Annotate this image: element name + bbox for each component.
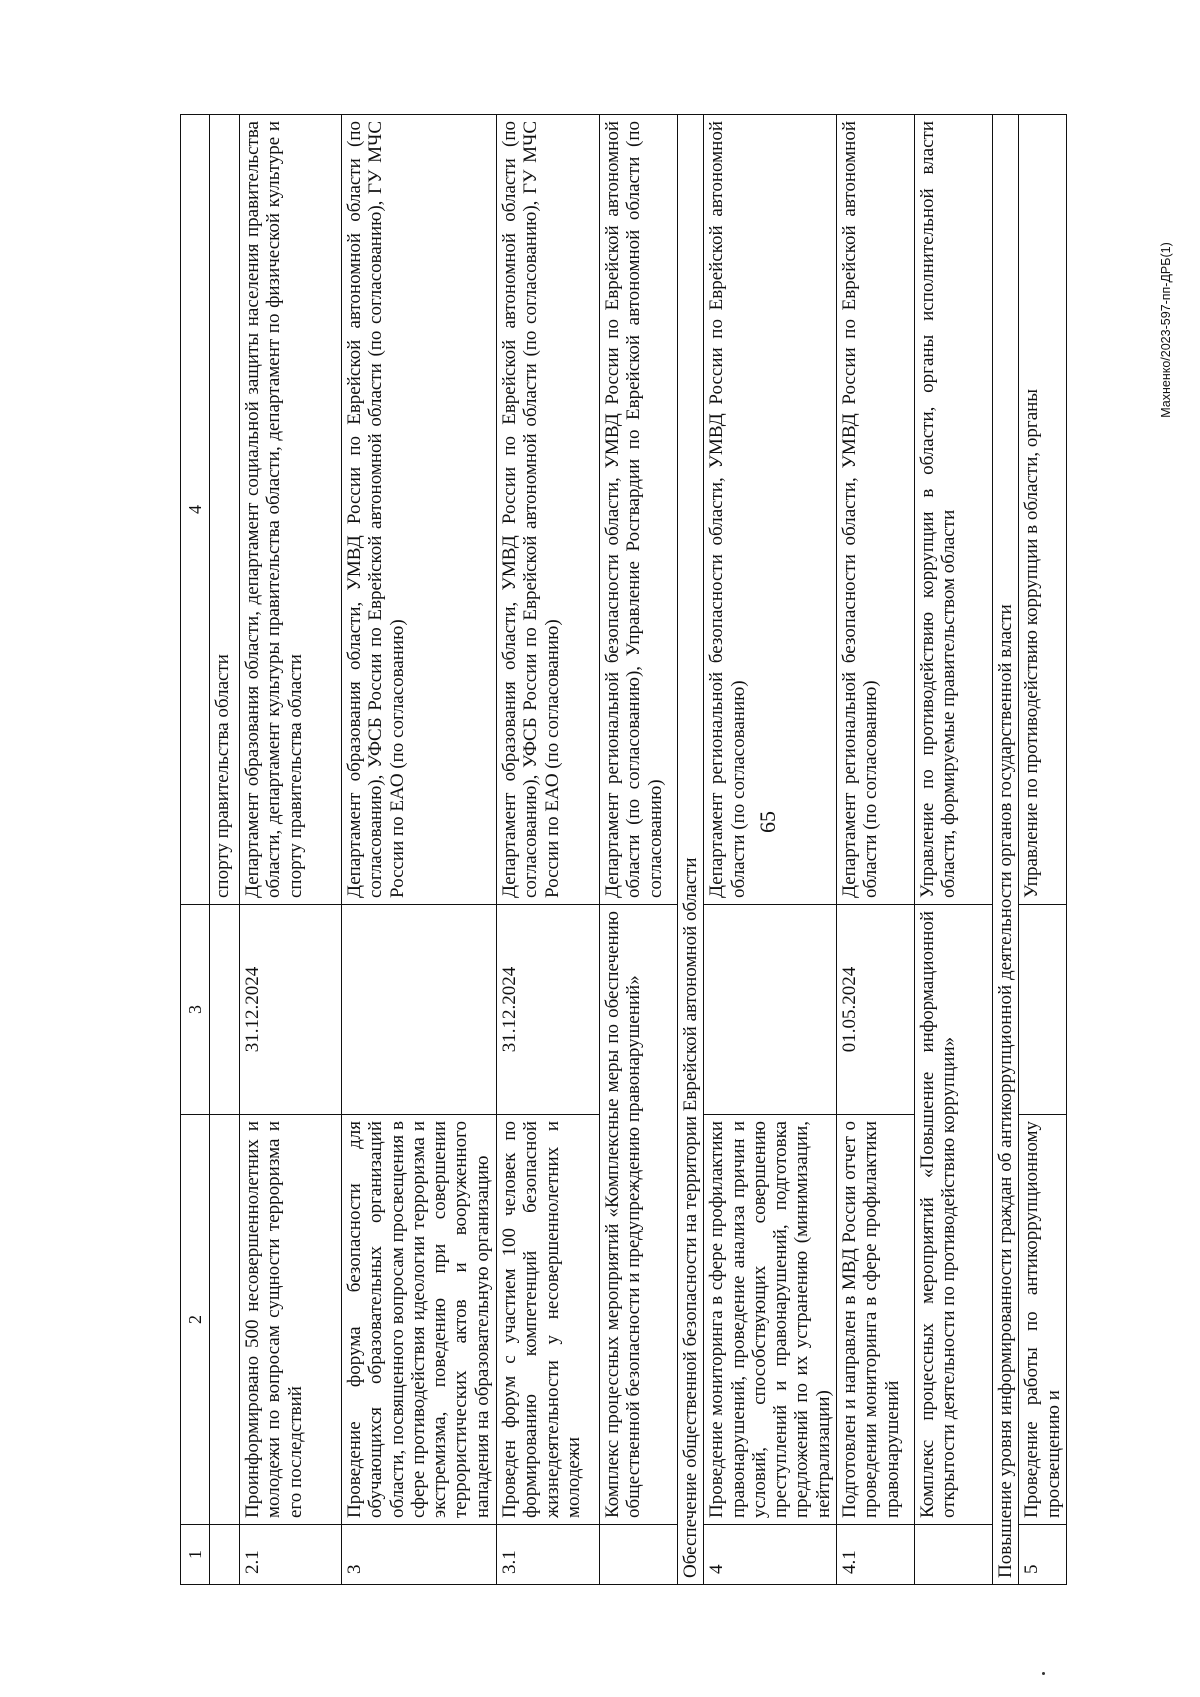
row-date: 31.12.2024 (497, 905, 600, 1115)
row-date: 01.05.2024 (837, 905, 915, 1115)
row-number: 5 (1019, 1525, 1067, 1585)
row-description: Проведение работы по антикоррупционному просвещению и (1019, 1115, 1067, 1525)
header-row (181, 115, 210, 1585)
row-responsible: Управление по противодействию коррупции в области, органы исполнительной власти области, формируемые правительством области (915, 115, 993, 905)
row-number: 3 (342, 1525, 497, 1585)
table-row (210, 115, 240, 1585)
row-responsible: Департамент образования области, УМВД России по Еврейской автономной области (по согласованию), УФСБ России по Еврейской автономной области (по согласованию), ГУ МЧС России по ЕАО (по согласованию) (342, 115, 497, 905)
section-row (678, 115, 704, 1585)
row-description: Комплекс процессных мероприятий «Повышение информационной открытости деятельности по противодействию коррупции» (915, 905, 993, 1525)
row-number: 4.1 (837, 1525, 915, 1585)
row-description: Проведение форума безопасности для обучающихся образовательных организаций области, посвященного вопросам просвещения в сфере противодействия идеологии терроризма и экстремизма, поведению при совершении террористических актов и вооруженного нападения на образовательную организацию (342, 1115, 497, 1525)
table-row (600, 115, 678, 1585)
column-header-3: 3 (181, 905, 210, 1115)
row-date (1019, 905, 1067, 1115)
row-date (704, 905, 837, 1115)
table-row (342, 115, 497, 1585)
column-header-2: 2 (181, 1115, 210, 1525)
table-row (240, 115, 342, 1585)
row-description: Проведен форум с участием 100 человек по формированию компетенций безопасной жизнедеятельности у несовершеннолетних и молодежи (497, 1115, 600, 1525)
row-number (210, 1525, 240, 1585)
row-date (342, 905, 497, 1115)
table-row (837, 115, 915, 1585)
scan-dot (1042, 1672, 1045, 1675)
row-description: Подготовлен и направлен в МВД России отчет о проведении мониторинга в сфере профилактики правонарушений (837, 1115, 915, 1525)
row-responsible: Департамент образования области, департамент социальной защиты населения правительства области, департамент культуры правительства области, департамент по физической культуре и спорту правительства области (240, 115, 342, 905)
section-title: Повышение уровня информированности граждан об антикоррупционной деятельности органов государственной власти (993, 115, 1019, 1585)
row-responsible: Департамент региональной безопасности области, УМВД России по Еврейской автономной области (по согласованию) (704, 115, 837, 905)
row-date (210, 905, 240, 1115)
table-row (915, 115, 993, 1585)
row-description: Проведение мониторинга в сфере профилактики правонарушений, проведение анализа причин и условий, способствующих совершению преступлений и правонарушений, подготовка предложений по их устранению (минимизации, нейтрализации) (704, 1115, 837, 1525)
row-date: 31.12.2024 (240, 905, 342, 1115)
row-responsible: Департамент региональной безопасности области, УМВД России по Еврейской автономной области (по согласованию) (837, 115, 915, 905)
table-frame (180, 115, 1064, 1585)
document-code: Махненко/2023-597-пп-ДРБ(1) (1159, 242, 1173, 418)
row-number: 4 (704, 1525, 837, 1585)
row-number (600, 1525, 678, 1585)
section-row (993, 115, 1019, 1585)
table-row (497, 115, 600, 1585)
table-row (704, 115, 837, 1585)
row-description (210, 1115, 240, 1525)
row-responsible: Управление по противодействию коррупции в области, органы (1019, 115, 1067, 905)
row-number: 3.1 (497, 1525, 600, 1585)
row-responsible: Департамент образования области, УМВД России по Еврейской автономной области (по согласованию), УФСБ России по Еврейской автономной области (по согласованию), ГУ МЧС России по ЕАО (по согласованию) (497, 115, 600, 905)
row-responsible: спорту правительства области (210, 115, 240, 905)
page-number: 65 (755, 811, 780, 833)
row-number: 2.1 (240, 1525, 342, 1585)
column-header-1: 1 (181, 1525, 210, 1585)
row-number (915, 1525, 993, 1585)
section-title: Обеспечение общественной безопасности на территории Еврейской автономной области (678, 115, 704, 1585)
program-table (180, 114, 1067, 1585)
row-responsible: Департамент региональной безопасности области, УМВД России по Еврейской автономной области (по согласованию), Управление Росгвардии по Еврейской автономной области (по согласованию) (600, 115, 678, 905)
column-header-4: 4 (181, 115, 210, 905)
table-row (1019, 115, 1067, 1585)
row-description: Проинформировано 500 несовершеннолетних и молодежи по вопросам сущности терроризма и его последствий (240, 1115, 342, 1525)
row-description: Комплекс процессных мероприятий «Комплексные меры по обеспечению общественной безопасности и предупреждению правонарушений» (600, 905, 678, 1525)
